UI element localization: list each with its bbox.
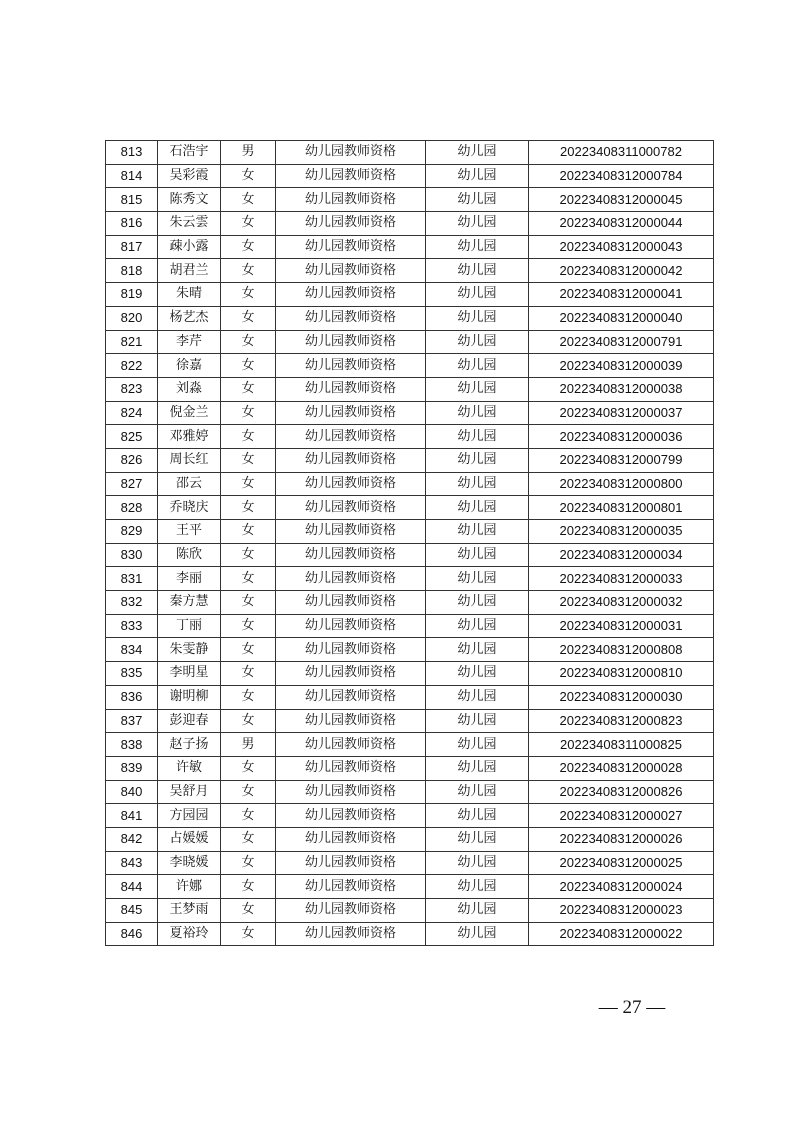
serial-number-cell: 832 bbox=[106, 591, 158, 615]
name-cell: 石浩宇 bbox=[158, 141, 221, 165]
gender-cell: 女 bbox=[221, 283, 276, 307]
subject-cell: 幼儿园 bbox=[426, 377, 529, 401]
certificate-number-cell: 20223408312000026 bbox=[529, 827, 714, 851]
serial-number-cell: 827 bbox=[106, 472, 158, 496]
subject-cell: 幼儿园 bbox=[426, 141, 529, 165]
serial-number-cell: 821 bbox=[106, 330, 158, 354]
certificate-table bbox=[105, 140, 714, 946]
table-row bbox=[106, 875, 714, 899]
table-body bbox=[106, 141, 714, 946]
gender-cell: 女 bbox=[221, 827, 276, 851]
serial-number-cell: 817 bbox=[106, 235, 158, 259]
certificate-number-cell: 20223408312000800 bbox=[529, 472, 714, 496]
qualification-type-cell: 幼儿园教师资格 bbox=[276, 401, 426, 425]
serial-number-cell: 835 bbox=[106, 662, 158, 686]
table-row bbox=[106, 756, 714, 780]
table-row bbox=[106, 899, 714, 923]
serial-number-cell: 831 bbox=[106, 567, 158, 591]
qualification-type-cell: 幼儿园教师资格 bbox=[276, 520, 426, 544]
qualification-type-cell: 幼儿园教师资格 bbox=[276, 543, 426, 567]
gender-cell: 女 bbox=[221, 401, 276, 425]
certificate-number-cell: 20223408312000040 bbox=[529, 306, 714, 330]
certificate-number-cell: 20223408312000033 bbox=[529, 567, 714, 591]
qualification-type-cell: 幼儿园教师资格 bbox=[276, 685, 426, 709]
serial-number-cell: 826 bbox=[106, 448, 158, 472]
certificate-number-cell: 20223408312000030 bbox=[529, 685, 714, 709]
serial-number-cell: 839 bbox=[106, 756, 158, 780]
qualification-type-cell: 幼儿园教师资格 bbox=[276, 141, 426, 165]
name-cell: 秦方慧 bbox=[158, 591, 221, 615]
subject-cell: 幼儿园 bbox=[426, 520, 529, 544]
name-cell: 胡君兰 bbox=[158, 259, 221, 283]
table-row bbox=[106, 259, 714, 283]
table-row bbox=[106, 685, 714, 709]
certificate-number-cell: 20223408312000028 bbox=[529, 756, 714, 780]
table-row bbox=[106, 496, 714, 520]
name-cell: 疎小露 bbox=[158, 235, 221, 259]
table-row bbox=[106, 401, 714, 425]
serial-number-cell: 837 bbox=[106, 709, 158, 733]
gender-cell: 女 bbox=[221, 306, 276, 330]
subject-cell: 幼儿园 bbox=[426, 164, 529, 188]
table-row bbox=[106, 164, 714, 188]
serial-number-cell: 820 bbox=[106, 306, 158, 330]
table-row bbox=[106, 591, 714, 615]
gender-cell: 女 bbox=[221, 472, 276, 496]
serial-number-cell: 822 bbox=[106, 354, 158, 378]
gender-cell: 女 bbox=[221, 922, 276, 946]
table-row bbox=[106, 827, 714, 851]
name-cell: 王平 bbox=[158, 520, 221, 544]
serial-number-cell: 833 bbox=[106, 614, 158, 638]
qualification-type-cell: 幼儿园教师资格 bbox=[276, 614, 426, 638]
qualification-type-cell: 幼儿园教师资格 bbox=[276, 164, 426, 188]
table-row bbox=[106, 922, 714, 946]
subject-cell: 幼儿园 bbox=[426, 591, 529, 615]
gender-cell: 女 bbox=[221, 164, 276, 188]
subject-cell: 幼儿园 bbox=[426, 212, 529, 236]
serial-number-cell: 836 bbox=[106, 685, 158, 709]
serial-number-cell: 843 bbox=[106, 851, 158, 875]
subject-cell: 幼儿园 bbox=[426, 472, 529, 496]
certificate-number-cell: 20223408312000044 bbox=[529, 212, 714, 236]
subject-cell: 幼儿园 bbox=[426, 685, 529, 709]
name-cell: 占媛媛 bbox=[158, 827, 221, 851]
name-cell: 许敏 bbox=[158, 756, 221, 780]
name-cell: 陈欣 bbox=[158, 543, 221, 567]
qualification-type-cell: 幼儿园教师资格 bbox=[276, 330, 426, 354]
certificate-number-cell: 20223408312000039 bbox=[529, 354, 714, 378]
serial-number-cell: 838 bbox=[106, 733, 158, 757]
qualification-type-cell: 幼儿园教师资格 bbox=[276, 827, 426, 851]
subject-cell: 幼儿园 bbox=[426, 804, 529, 828]
serial-number-cell: 828 bbox=[106, 496, 158, 520]
name-cell: 许娜 bbox=[158, 875, 221, 899]
qualification-type-cell: 幼儿园教师资格 bbox=[276, 472, 426, 496]
serial-number-cell: 834 bbox=[106, 638, 158, 662]
gender-cell: 女 bbox=[221, 899, 276, 923]
qualification-type-cell: 幼儿园教师资格 bbox=[276, 851, 426, 875]
serial-number-cell: 825 bbox=[106, 425, 158, 449]
serial-number-cell: 841 bbox=[106, 804, 158, 828]
name-cell: 杨艺杰 bbox=[158, 306, 221, 330]
certificate-number-cell: 20223408312000801 bbox=[529, 496, 714, 520]
certificate-number-cell: 20223408311000782 bbox=[529, 141, 714, 165]
qualification-type-cell: 幼儿园教师资格 bbox=[276, 448, 426, 472]
subject-cell: 幼儿园 bbox=[426, 496, 529, 520]
certificate-number-cell: 20223408312000038 bbox=[529, 377, 714, 401]
table-row bbox=[106, 141, 714, 165]
subject-cell: 幼儿园 bbox=[426, 448, 529, 472]
subject-cell: 幼儿园 bbox=[426, 401, 529, 425]
gender-cell: 女 bbox=[221, 709, 276, 733]
gender-cell: 女 bbox=[221, 614, 276, 638]
table-row bbox=[106, 614, 714, 638]
qualification-type-cell: 幼儿园教师资格 bbox=[276, 354, 426, 378]
serial-number-cell: 830 bbox=[106, 543, 158, 567]
subject-cell: 幼儿园 bbox=[426, 543, 529, 567]
certificate-number-cell: 20223408312000024 bbox=[529, 875, 714, 899]
certificate-number-cell: 20223408312000036 bbox=[529, 425, 714, 449]
gender-cell: 女 bbox=[221, 851, 276, 875]
gender-cell: 女 bbox=[221, 804, 276, 828]
name-cell: 朱云雲 bbox=[158, 212, 221, 236]
gender-cell: 女 bbox=[221, 377, 276, 401]
table-row bbox=[106, 377, 714, 401]
table-row bbox=[106, 306, 714, 330]
certificate-number-cell: 20223408312000022 bbox=[529, 922, 714, 946]
serial-number-cell: 829 bbox=[106, 520, 158, 544]
table-row bbox=[106, 733, 714, 757]
table-row bbox=[106, 662, 714, 686]
name-cell: 周长红 bbox=[158, 448, 221, 472]
certificate-number-cell: 20223408312000823 bbox=[529, 709, 714, 733]
serial-number-cell: 815 bbox=[106, 188, 158, 212]
name-cell: 王梦雨 bbox=[158, 899, 221, 923]
name-cell: 彭迎春 bbox=[158, 709, 221, 733]
table-row bbox=[106, 472, 714, 496]
name-cell: 倪金兰 bbox=[158, 401, 221, 425]
gender-cell: 女 bbox=[221, 188, 276, 212]
gender-cell: 女 bbox=[221, 567, 276, 591]
name-cell: 乔晓庆 bbox=[158, 496, 221, 520]
serial-number-cell: 846 bbox=[106, 922, 158, 946]
certificate-number-cell: 20223408312000037 bbox=[529, 401, 714, 425]
name-cell: 邵云 bbox=[158, 472, 221, 496]
serial-number-cell: 824 bbox=[106, 401, 158, 425]
certificate-number-cell: 20223408311000825 bbox=[529, 733, 714, 757]
name-cell: 方园园 bbox=[158, 804, 221, 828]
gender-cell: 女 bbox=[221, 520, 276, 544]
table-row bbox=[106, 448, 714, 472]
certificate-number-cell: 20223408312000784 bbox=[529, 164, 714, 188]
subject-cell: 幼儿园 bbox=[426, 709, 529, 733]
gender-cell: 女 bbox=[221, 235, 276, 259]
table-row bbox=[106, 709, 714, 733]
name-cell: 谢明柳 bbox=[158, 685, 221, 709]
subject-cell: 幼儿园 bbox=[426, 188, 529, 212]
name-cell: 刘淼 bbox=[158, 377, 221, 401]
qualification-type-cell: 幼儿园教师资格 bbox=[276, 733, 426, 757]
name-cell: 李丽 bbox=[158, 567, 221, 591]
certificate-number-cell: 20223408312000045 bbox=[529, 188, 714, 212]
name-cell: 夏裕玲 bbox=[158, 922, 221, 946]
qualification-type-cell: 幼儿园教师资格 bbox=[276, 496, 426, 520]
qualification-type-cell: 幼儿园教师资格 bbox=[276, 875, 426, 899]
subject-cell: 幼儿园 bbox=[426, 851, 529, 875]
table-row bbox=[106, 188, 714, 212]
name-cell: 邓雅婷 bbox=[158, 425, 221, 449]
gender-cell: 女 bbox=[221, 662, 276, 686]
name-cell: 丁丽 bbox=[158, 614, 221, 638]
table-row bbox=[106, 235, 714, 259]
subject-cell: 幼儿园 bbox=[426, 662, 529, 686]
subject-cell: 幼儿园 bbox=[426, 638, 529, 662]
serial-number-cell: 818 bbox=[106, 259, 158, 283]
serial-number-cell: 816 bbox=[106, 212, 158, 236]
gender-cell: 女 bbox=[221, 259, 276, 283]
certificate-number-cell: 20223408312000031 bbox=[529, 614, 714, 638]
qualification-type-cell: 幼儿园教师资格 bbox=[276, 425, 426, 449]
qualification-type-cell: 幼儿园教师资格 bbox=[276, 212, 426, 236]
page-number: — 27 — bbox=[598, 997, 666, 1018]
table-row bbox=[106, 520, 714, 544]
name-cell: 吴舒月 bbox=[158, 780, 221, 804]
gender-cell: 女 bbox=[221, 591, 276, 615]
table-row bbox=[106, 780, 714, 804]
subject-cell: 幼儿园 bbox=[426, 425, 529, 449]
gender-cell: 女 bbox=[221, 780, 276, 804]
certificate-number-cell: 20223408312000808 bbox=[529, 638, 714, 662]
subject-cell: 幼儿园 bbox=[426, 899, 529, 923]
subject-cell: 幼儿园 bbox=[426, 780, 529, 804]
table-row bbox=[106, 354, 714, 378]
table-row bbox=[106, 543, 714, 567]
subject-cell: 幼儿园 bbox=[426, 259, 529, 283]
subject-cell: 幼儿园 bbox=[426, 875, 529, 899]
table-row bbox=[106, 425, 714, 449]
name-cell: 李芹 bbox=[158, 330, 221, 354]
certificate-number-cell: 20223408312000035 bbox=[529, 520, 714, 544]
name-cell: 徐嘉 bbox=[158, 354, 221, 378]
serial-number-cell: 819 bbox=[106, 283, 158, 307]
name-cell: 陈秀文 bbox=[158, 188, 221, 212]
serial-number-cell: 842 bbox=[106, 827, 158, 851]
qualification-type-cell: 幼儿园教师资格 bbox=[276, 567, 426, 591]
table-row bbox=[106, 212, 714, 236]
gender-cell: 女 bbox=[221, 638, 276, 662]
qualification-type-cell: 幼儿园教师资格 bbox=[276, 306, 426, 330]
certificate-number-cell: 20223408312000027 bbox=[529, 804, 714, 828]
qualification-type-cell: 幼儿园教师资格 bbox=[276, 780, 426, 804]
qualification-type-cell: 幼儿园教师资格 bbox=[276, 804, 426, 828]
gender-cell: 女 bbox=[221, 543, 276, 567]
certificate-number-cell: 20223408312000799 bbox=[529, 448, 714, 472]
subject-cell: 幼儿园 bbox=[426, 567, 529, 591]
serial-number-cell: 845 bbox=[106, 899, 158, 923]
serial-number-cell: 844 bbox=[106, 875, 158, 899]
serial-number-cell: 823 bbox=[106, 377, 158, 401]
certificate-number-cell: 20223408312000810 bbox=[529, 662, 714, 686]
gender-cell: 女 bbox=[221, 756, 276, 780]
qualification-type-cell: 幼儿园教师资格 bbox=[276, 377, 426, 401]
gender-cell: 女 bbox=[221, 875, 276, 899]
gender-cell: 女 bbox=[221, 330, 276, 354]
subject-cell: 幼儿园 bbox=[426, 614, 529, 638]
table-row bbox=[106, 567, 714, 591]
subject-cell: 幼儿园 bbox=[426, 306, 529, 330]
qualification-type-cell: 幼儿园教师资格 bbox=[276, 922, 426, 946]
subject-cell: 幼儿园 bbox=[426, 283, 529, 307]
certificate-number-cell: 20223408312000043 bbox=[529, 235, 714, 259]
certificate-number-cell: 20223408312000041 bbox=[529, 283, 714, 307]
gender-cell: 男 bbox=[221, 733, 276, 757]
name-cell: 李明星 bbox=[158, 662, 221, 686]
qualification-type-cell: 幼儿园教师资格 bbox=[276, 283, 426, 307]
serial-number-cell: 813 bbox=[106, 141, 158, 165]
gender-cell: 女 bbox=[221, 496, 276, 520]
certificate-number-cell: 20223408312000042 bbox=[529, 259, 714, 283]
subject-cell: 幼儿园 bbox=[426, 827, 529, 851]
table-row bbox=[106, 804, 714, 828]
certificate-number-cell: 20223408312000826 bbox=[529, 780, 714, 804]
subject-cell: 幼儿园 bbox=[426, 733, 529, 757]
gender-cell: 女 bbox=[221, 448, 276, 472]
qualification-type-cell: 幼儿园教师资格 bbox=[276, 188, 426, 212]
qualification-type-cell: 幼儿园教师资格 bbox=[276, 638, 426, 662]
name-cell: 李晓媛 bbox=[158, 851, 221, 875]
certificate-number-cell: 20223408312000791 bbox=[529, 330, 714, 354]
subject-cell: 幼儿园 bbox=[426, 756, 529, 780]
name-cell: 朱雯静 bbox=[158, 638, 221, 662]
qualification-type-cell: 幼儿园教师资格 bbox=[276, 591, 426, 615]
gender-cell: 女 bbox=[221, 354, 276, 378]
qualification-type-cell: 幼儿园教师资格 bbox=[276, 235, 426, 259]
gender-cell: 女 bbox=[221, 212, 276, 236]
qualification-type-cell: 幼儿园教师资格 bbox=[276, 662, 426, 686]
certificate-number-cell: 20223408312000034 bbox=[529, 543, 714, 567]
subject-cell: 幼儿园 bbox=[426, 235, 529, 259]
gender-cell: 女 bbox=[221, 425, 276, 449]
qualification-type-cell: 幼儿园教师资格 bbox=[276, 756, 426, 780]
table-row bbox=[106, 330, 714, 354]
certificate-number-cell: 20223408312000032 bbox=[529, 591, 714, 615]
gender-cell: 女 bbox=[221, 685, 276, 709]
table-row bbox=[106, 283, 714, 307]
certificate-number-cell: 20223408312000025 bbox=[529, 851, 714, 875]
subject-cell: 幼儿园 bbox=[426, 330, 529, 354]
table-row bbox=[106, 638, 714, 662]
name-cell: 朱晴 bbox=[158, 283, 221, 307]
subject-cell: 幼儿园 bbox=[426, 354, 529, 378]
serial-number-cell: 840 bbox=[106, 780, 158, 804]
subject-cell: 幼儿园 bbox=[426, 922, 529, 946]
qualification-type-cell: 幼儿园教师资格 bbox=[276, 259, 426, 283]
name-cell: 吴彩霞 bbox=[158, 164, 221, 188]
table-row bbox=[106, 851, 714, 875]
qualification-type-cell: 幼儿园教师资格 bbox=[276, 899, 426, 923]
gender-cell: 男 bbox=[221, 141, 276, 165]
name-cell: 赵子扬 bbox=[158, 733, 221, 757]
qualification-type-cell: 幼儿园教师资格 bbox=[276, 709, 426, 733]
serial-number-cell: 814 bbox=[106, 164, 158, 188]
certificate-number-cell: 20223408312000023 bbox=[529, 899, 714, 923]
